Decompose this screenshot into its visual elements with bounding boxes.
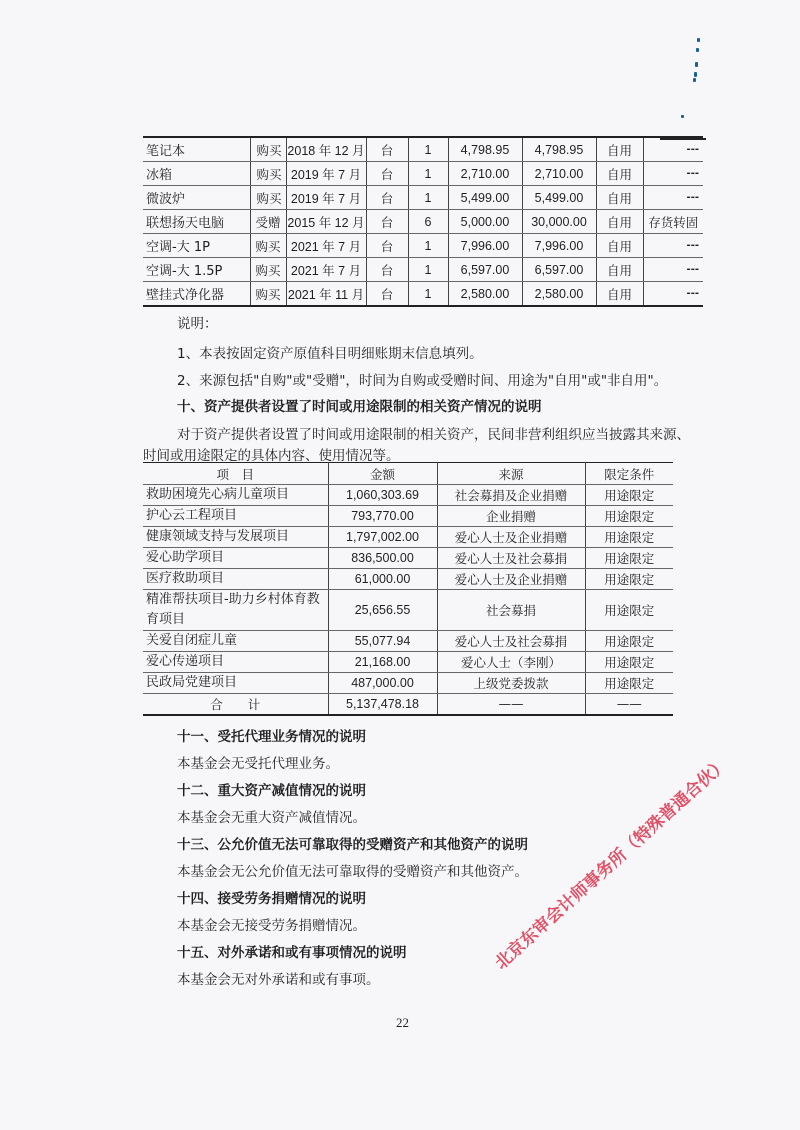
section-13-body: 本基金会无公允价值无法可靠取得的受赠资产和其他资产。 bbox=[177, 864, 528, 880]
page-number: 22 bbox=[396, 1015, 409, 1030]
project-condition: 用途限定 bbox=[585, 548, 673, 569]
total-condition: —— bbox=[616, 696, 642, 712]
project-amount: 25,656.55 bbox=[328, 590, 437, 631]
project-source: 社会募捐 bbox=[437, 590, 585, 631]
section-12-title: 十二、重大资产减值情况的说明 bbox=[177, 783, 366, 799]
project-amount: 21,168.00 bbox=[328, 652, 437, 673]
asset-date: 2018 年 12 月 bbox=[286, 137, 366, 162]
asset-qty: 1 bbox=[408, 258, 448, 282]
project-condition: 用途限定 bbox=[585, 485, 673, 506]
project-name: 医疗救助项目 bbox=[143, 569, 328, 590]
table-header-row bbox=[143, 463, 673, 485]
note-item-2: 2、来源包括"自购"或"受赠"，时间为自购或受赠时间、用途为"自用"或"非自用"。 bbox=[177, 373, 668, 389]
column-header-source: 来源 bbox=[437, 463, 585, 485]
section-15-body: 本基金会无对外承诺和或有事项。 bbox=[177, 972, 380, 988]
restricted-assets-table bbox=[143, 462, 673, 716]
notes-heading: 说明： bbox=[177, 316, 218, 332]
section-11-title: 十一、受托代理业务情况的说明 bbox=[177, 729, 366, 745]
asset-unit: 台 bbox=[366, 258, 408, 282]
asset-note: --- bbox=[643, 258, 703, 282]
asset-total: 30,000.00 bbox=[522, 210, 596, 234]
asset-total: 5,499.00 bbox=[522, 186, 596, 210]
section-10-paragraph-line2: 时间或用途限定的具体内容、使用情况等。 bbox=[143, 448, 400, 464]
asset-source: 受赠 bbox=[250, 210, 286, 234]
project-source: 爱心人士及企业捐赠 bbox=[437, 569, 585, 590]
project-condition: 用途限定 bbox=[585, 590, 673, 631]
table-row bbox=[143, 137, 703, 162]
asset-total: 2,580.00 bbox=[522, 282, 596, 307]
project-name: 救助困境先心病儿童项目 bbox=[143, 485, 328, 506]
asset-note: --- bbox=[643, 234, 703, 258]
table-row bbox=[143, 210, 703, 234]
project-name: 护心云工程项目 bbox=[143, 506, 328, 527]
project-amount: 836,500.00 bbox=[328, 548, 437, 569]
section-14-body: 本基金会无接受劳务捐赠情况。 bbox=[177, 918, 366, 934]
asset-unit-price: 5,499.00 bbox=[448, 186, 522, 210]
asset-qty: 1 bbox=[408, 137, 448, 162]
asset-date: 2021 年 11 月 bbox=[286, 282, 366, 307]
asset-unit-price: 7,996.00 bbox=[448, 234, 522, 258]
table-total-row bbox=[143, 694, 673, 715]
asset-unit-price: 2,710.00 bbox=[448, 162, 522, 186]
asset-use: 自用 bbox=[596, 186, 643, 210]
asset-date: 2021 年 7 月 bbox=[286, 258, 366, 282]
project-amount: 1,060,303.69 bbox=[328, 485, 437, 506]
asset-unit-price: 5,000.00 bbox=[448, 210, 522, 234]
project-amount: 61,000.00 bbox=[328, 569, 437, 590]
project-condition: 用途限定 bbox=[585, 652, 673, 673]
project-amount: 1,797,002.00 bbox=[328, 527, 437, 548]
asset-source: 购买 bbox=[250, 137, 286, 162]
asset-use: 自用 bbox=[596, 282, 643, 307]
note-item-1: 1、本表按固定资产原值科目明细账期末信息填列。 bbox=[177, 346, 483, 362]
project-name: 健康领域支持与发展项目 bbox=[143, 527, 328, 548]
asset-source: 购买 bbox=[250, 186, 286, 210]
project-amount: 793,770.00 bbox=[328, 506, 437, 527]
asset-source: 购买 bbox=[250, 162, 286, 186]
section-10-title: 十、资产提供者设置了时间或用途限制的相关资产情况的说明 bbox=[177, 399, 542, 415]
asset-date: 2015 年 12 月 bbox=[286, 210, 366, 234]
table-row bbox=[143, 162, 703, 186]
asset-source: 购买 bbox=[250, 234, 286, 258]
total-label: 合 计 bbox=[143, 694, 328, 715]
project-name: 爱心传递项目 bbox=[143, 652, 328, 673]
asset-qty: 1 bbox=[408, 162, 448, 186]
table-row bbox=[143, 234, 703, 258]
project-condition: 用途限定 bbox=[585, 673, 673, 694]
project-amount: 55,077.94 bbox=[328, 631, 437, 652]
table-row bbox=[143, 652, 673, 673]
project-source: 爱心人士及社会募捐 bbox=[437, 631, 585, 652]
table-row bbox=[143, 485, 673, 506]
asset-source: 购买 bbox=[250, 258, 286, 282]
asset-use: 自用 bbox=[596, 162, 643, 186]
asset-use: 自用 bbox=[596, 137, 643, 162]
asset-note: 存货转固 bbox=[643, 210, 703, 234]
section-11-body: 本基金会无受托代理业务。 bbox=[177, 756, 339, 772]
project-name: 关爱自闭症儿童 bbox=[143, 631, 328, 652]
asset-note: --- bbox=[643, 162, 703, 186]
project-source: 爱心人士及社会募捐 bbox=[437, 548, 585, 569]
table-row bbox=[143, 282, 703, 307]
column-header-amount: 金额 bbox=[328, 463, 437, 485]
table-row bbox=[143, 548, 673, 569]
asset-unit: 台 bbox=[366, 282, 408, 307]
fixed-assets-table bbox=[143, 136, 703, 307]
section-14-title: 十四、接受劳务捐赠情况的说明 bbox=[177, 891, 366, 907]
asset-total: 7,996.00 bbox=[522, 234, 596, 258]
table-row bbox=[143, 506, 673, 527]
asset-unit-price: 4,798.95 bbox=[448, 137, 522, 162]
asset-use: 自用 bbox=[596, 210, 643, 234]
table-row bbox=[143, 673, 673, 694]
section-10-paragraph-line1: 对于资产提供者设置了时间或用途限制的相关资产，民间非营利组织应当披露其来源、 bbox=[177, 427, 690, 443]
project-source: 爱心人士及企业捐赠 bbox=[437, 527, 585, 548]
asset-date: 2021 年 7 月 bbox=[286, 234, 366, 258]
column-header-project: 项 目 bbox=[143, 463, 328, 485]
auditor-stamp: 北京东审会计师事务所（特殊普通合伙） bbox=[491, 753, 733, 974]
asset-unit: 台 bbox=[366, 137, 408, 162]
table-row bbox=[143, 631, 673, 652]
asset-unit: 台 bbox=[366, 162, 408, 186]
asset-source: 购买 bbox=[250, 282, 286, 307]
project-name: 精准帮扶项目-助力乡村体育教育项目 bbox=[143, 590, 328, 631]
asset-note: --- bbox=[686, 288, 699, 299]
project-source: 企业捐赠 bbox=[437, 506, 585, 527]
asset-qty: 1 bbox=[408, 282, 448, 307]
asset-unit-price: 6,597.00 bbox=[448, 258, 522, 282]
project-source: 社会募捐及企业捐赠 bbox=[437, 485, 585, 506]
project-condition: 用途限定 bbox=[585, 631, 673, 652]
table-row bbox=[143, 590, 673, 631]
table-row bbox=[143, 527, 673, 548]
asset-date: 2019 年 7 月 bbox=[286, 162, 366, 186]
asset-unit: 台 bbox=[366, 234, 408, 258]
project-name: 爱心助学项目 bbox=[143, 548, 328, 569]
asset-name: 空调-大 1.5P bbox=[143, 258, 250, 282]
asset-qty: 1 bbox=[408, 234, 448, 258]
project-name: 民政局党建项目 bbox=[143, 673, 328, 694]
section-15-title: 十五、对外承诺和或有事项情况的说明 bbox=[177, 945, 407, 961]
table-row bbox=[143, 186, 703, 210]
asset-date: 2019 年 7 月 bbox=[286, 186, 366, 210]
asset-qty: 1 bbox=[408, 186, 448, 210]
asset-name: 微波炉 bbox=[143, 186, 250, 210]
section-13-title: 十三、公允价值无法可靠取得的受赠资产和其他资产的说明 bbox=[177, 837, 528, 853]
column-header-condition: 限定条件 bbox=[585, 463, 673, 485]
asset-name: 笔记本 bbox=[143, 137, 250, 162]
asset-total: 2,710.00 bbox=[522, 162, 596, 186]
table-row bbox=[143, 258, 703, 282]
section-12-body: 本基金会无重大资产减值情况。 bbox=[177, 810, 366, 826]
asset-qty: 6 bbox=[408, 210, 448, 234]
asset-note: --- bbox=[643, 186, 703, 210]
table-row bbox=[143, 569, 673, 590]
asset-total: 6,597.00 bbox=[522, 258, 596, 282]
asset-use: 自用 bbox=[596, 234, 643, 258]
project-amount: 487,000.00 bbox=[328, 673, 437, 694]
asset-unit-price: 2,580.00 bbox=[448, 282, 522, 307]
asset-name: 冰箱 bbox=[143, 162, 250, 186]
asset-name: 空调-大 1P bbox=[143, 234, 250, 258]
asset-use: 自用 bbox=[596, 258, 643, 282]
project-condition: 用途限定 bbox=[585, 569, 673, 590]
project-condition: 用途限定 bbox=[585, 527, 673, 548]
project-source: 爱心人士（李刚） bbox=[437, 652, 585, 673]
asset-unit: 台 bbox=[366, 210, 408, 234]
total-source: —— bbox=[437, 694, 585, 715]
total-amount: 5,137,478.18 bbox=[328, 694, 437, 715]
asset-total: 4,798.95 bbox=[522, 137, 596, 162]
asset-name: 壁挂式净化器 bbox=[143, 282, 250, 307]
asset-note: --- bbox=[643, 137, 703, 162]
project-source: 上级党委拨款 bbox=[437, 673, 585, 694]
asset-unit: 台 bbox=[366, 186, 408, 210]
asset-name: 联想扬天电脑 bbox=[143, 210, 250, 234]
project-condition: 用途限定 bbox=[585, 506, 673, 527]
